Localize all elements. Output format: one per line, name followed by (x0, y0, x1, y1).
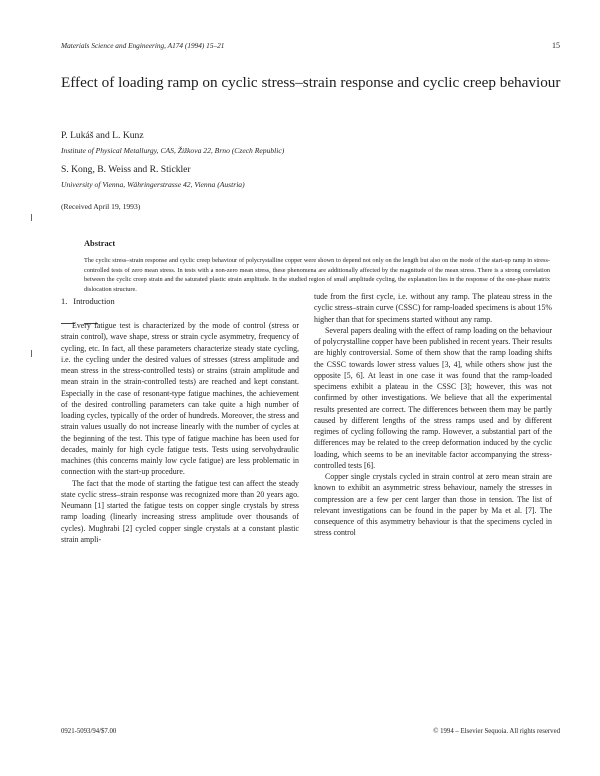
paragraph: tude from the first cycle, i.e. without any ramp. The plateau stress in the cyclic stress–strain curve (CSSC) for ramp-loaded specimens is about 15% higher than that for specimens started without any ramp. (314, 292, 552, 324)
running-head: Materials Science and Engineering, A174 (1994) 15–21 (61, 41, 225, 50)
article-title: Effect of loading ramp on cyclic stress–strain response and cyclic creep behaviour (61, 74, 561, 91)
section-title: Introduction (73, 297, 115, 306)
abstract-heading: Abstract (84, 239, 116, 248)
affiliation-1: Institute of Physical Metallurgy, CAS, Žižkova 22, Brno (Czech Republic) (61, 146, 285, 155)
section-heading (61, 296, 299, 307)
column-right (314, 291, 552, 539)
margin-mark (31, 350, 32, 357)
margin-mark (31, 214, 32, 221)
paragraph: Several papers dealing with the effect of ramp loading on the behaviour of polycrystalline copper have been published in recent years. Their results are highly controversial. Some of them show that the ramp loading shifts the CSSC towards lower stress values [3, 4], while others show just the opposite [5, 6]. At least in one case it was found that the ramp-loaded specimens exhibit a plateau in the CSSC [3]; however, this was not confirmed by other investigations. We believe that all the experimental results presented are correct. The differences between them may be partly caused by different lengths of the stress ramps used and by different regimes of cycling following the ramp. However, a substantial part of the differences may be related to the creep deformation induced by the cyclic loading, which seems to be an inevitable factor accompanying the stress-controlled tests [6]. (314, 325, 552, 470)
page-number: 15 (552, 41, 560, 50)
paragraph: The fact that the mode of starting the fatigue test can affect the steady state cyclic stress–strain response was recognized more than 20 years ago. Neumann [1] started the fatigue tests on copper single crystals by stress ramp loading (linearly increasing stress amplitude over thousands of cycles). Mughrabi [2] cycled copper single crystals at a constant plastic strain ampli- (61, 478, 299, 544)
abstract-text: The cyclic stress–strain response and cyclic creep behaviour of polycrystalline copper were shown to depend not only on the length but also on the mode of the start-up ramp in stress-controlled tests of zero mean stress. In tests with a non-zero mean stress, these phenomena are additionally affected by the magnitude of the mean stress. There is a strong correlation between the cyclic creep strain and the saturated plastic strain amplitude. In the studied region of small amplitude cycling, the explanation lies in the response of the one-phase matrix dislocation structure. (84, 257, 550, 293)
received-date: (Received April 19, 1993) (61, 202, 141, 211)
authors-group-1: P. Lukáš and L. Kunz (61, 130, 144, 141)
footer-copyright: © 1994 – Elsevier Sequoia. All rights reserved (433, 728, 560, 735)
section-number: 1. (61, 297, 68, 306)
affiliation-2: University of Vienna, Währingerstrasse 42, Vienna (Austria) (61, 180, 245, 189)
footer-issn: 0921-5093/94/$7.00 (61, 728, 117, 735)
authors-group-2: S. Kong, B. Weiss and R. Stickler (61, 164, 191, 175)
paragraph: Copper single crystals cycled in strain control at zero mean strain are known to exhibit an asymmetric stress behaviour, namely the stresses in compression are a few per cent larger than those in tension. The list of relevant investigations can be found in the paper by Ma et al. [7]. The consequence of this asymmetry behaviour is that the specimens cycled in stress control (314, 472, 552, 538)
paragraph: Every fatigue test is characterized by the mode of control (stress or strain control), wave shape, stress or strain cycle asymmetry, frequency of cycling, etc. In fact, all these parameters characterize steady state cycling, i.e. the cycling under the desired values of stresses (stress amplitude and mean stress in the stress-controlled tests) or strains (strain amplitude and mean strain in the strain-controlled tests) are reached and kept constant. Especially in the case of resonant-type fatigue machines, the achievement of the desired controlling parameters can take quite a high number of loading cycles, typically of the order of hundreds. Moreover, the stress and strain values usually do not increase linearly with the number of cycles at the beginning of the test. This type of fatigue machine has been used for decades, mainly for high cycle fatigue tests. Tests using servohydraulic machines (this concerns mainly low cycle fatigue) are less problematic in connection with the start-up procedure. (61, 321, 299, 477)
column-left (61, 296, 299, 545)
